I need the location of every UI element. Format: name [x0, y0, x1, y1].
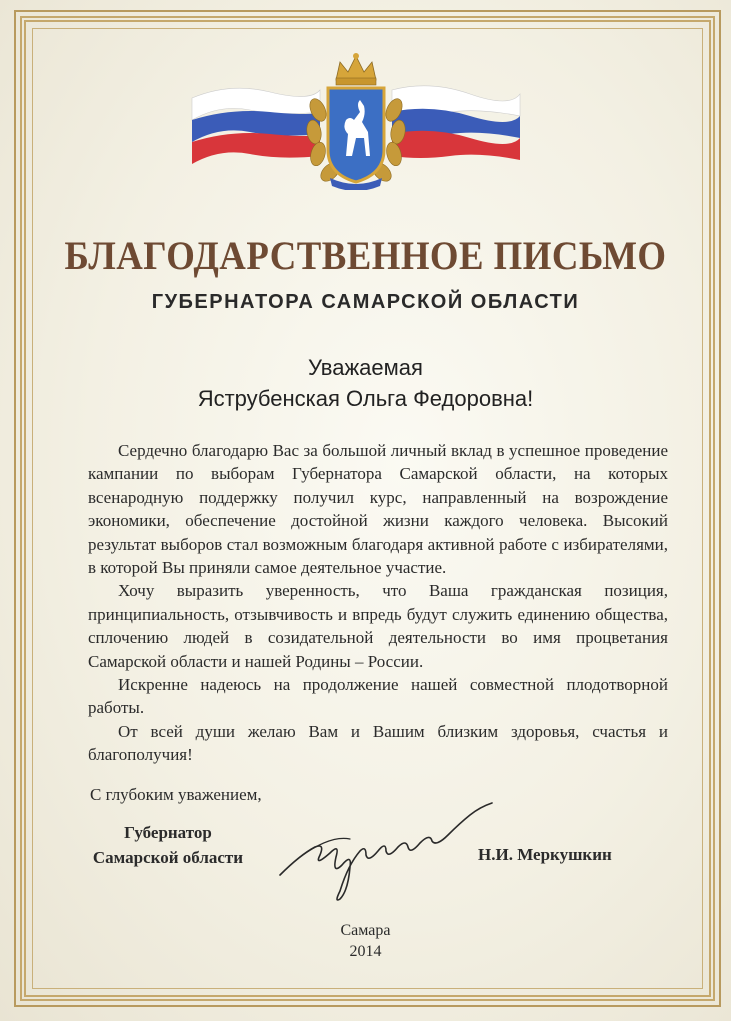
paragraph: Хочу выразить уверенность, что Ваша гражданская позиция, принципиальность, отзывчивость и впредь будут служить единению общества, сплочению людей в созидательной деятельности во имя процветания Самарской области и нашей Родины – России. [88, 581, 668, 671]
letter-title: БЛАГОДАРСТВЕННОЕ ПИСЬМО [64, 233, 667, 278]
signer-title-line: Губернатор [124, 823, 212, 842]
shield-icon [328, 88, 384, 182]
crown-icon [336, 53, 376, 85]
recipient-name: Яструбенская Ольга Федоровна! [197, 386, 534, 411]
paragraph: Искренне надеюсь на продолжение нашей совместной плодотворной работы. [88, 675, 668, 718]
signer-title [78, 820, 258, 870]
letter-subtitle: ГУБЕРНАТОРА САМАРСКОЙ ОБЛАСТИ [151, 291, 580, 313]
flag-right [392, 86, 520, 160]
signer-title-line: Самарской области [92, 848, 244, 867]
place: Самара [340, 922, 391, 939]
flag-left [192, 88, 320, 164]
closing-phrase: С глубоким уважением, [90, 785, 262, 804]
coat-of-arms-emblem [190, 50, 522, 190]
paragraph: Сердечно благодарю Вас за большой личный вклад в успешное проведение кампании по выборам Губернатора Самарской области, на которых всенародную поддержку получил курс, направленный на возрождение экономики, обеспечение достойной жизни каждого человека. Высокий результат выборов стал возможным благодаря активной работе с избирателями, в которой Вы приняли самое деятельное участие. [88, 441, 668, 578]
handwritten-signature [270, 795, 500, 905]
year: 2014 [349, 943, 382, 960]
paragraph: От всей души желаю Вам и Вашим близким здоровья, счастья и благополучия! [88, 721, 668, 765]
signer-name: Н.И. Меркушкин [478, 845, 612, 864]
letter-body [88, 439, 668, 767]
salutation: Уважаемая [308, 355, 423, 380]
place-date [0, 920, 731, 962]
greeting-block [0, 352, 731, 414]
